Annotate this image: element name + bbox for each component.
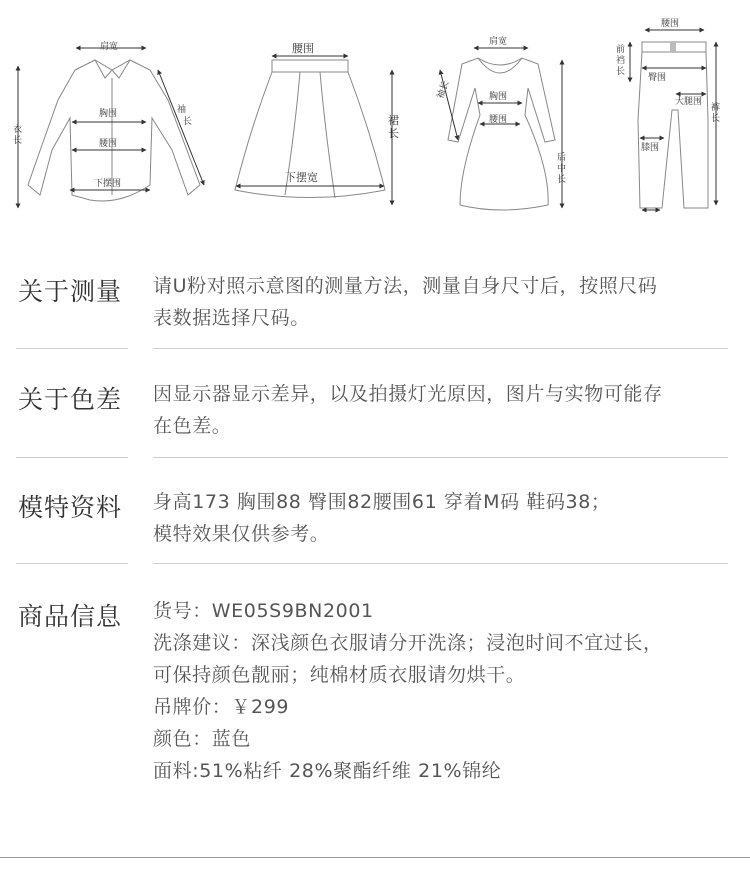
body-line: 表数据选择尺码。 — [153, 307, 310, 329]
pants-waist-label: 腰围 — [661, 19, 680, 29]
skirt-waist-label: 腰围 — [292, 42, 314, 55]
pants-thigh-label: 大腿围 — [675, 97, 703, 107]
shirt-waist-label: 腰围 — [99, 139, 118, 149]
pants-rise-label-a: 前 — [616, 45, 626, 55]
divider — [153, 457, 728, 458]
shirt-chest-label: 胸围 — [99, 109, 118, 119]
section-body — [153, 595, 738, 787]
shirt-length-label-top: 衣 — [13, 125, 23, 135]
divider — [153, 563, 728, 564]
tag-price: 吊牌价：￥299 — [153, 696, 290, 718]
wash-advice-line-1: 洗涤建议：深浅颜色衣服请分开洗涤；浸泡时间不宜过长， — [153, 632, 663, 654]
divider — [153, 348, 728, 349]
dress-sleeve-label: 袖长 — [435, 79, 452, 101]
measurement-diagrams — [0, 0, 750, 230]
skirt-length-label-a: 裙 — [388, 114, 399, 127]
body-line: 请U粉对照示意图的测量方法，测量自身尺寸后，按照尺码 — [153, 275, 658, 297]
pants-rise-label-b: 裆 — [616, 56, 626, 66]
section-body — [153, 270, 738, 334]
skirt-length-label-b: 长 — [388, 127, 399, 140]
shirt-sleeve-label-a: 袖 — [177, 105, 187, 115]
dress-shoulder-label: 肩宽 — [489, 37, 508, 47]
pants-diagram — [638, 42, 708, 208]
shirt-shoulder-label: 肩宽 — [100, 42, 119, 52]
shirt-length-label-bottom: 长 — [13, 136, 23, 146]
dress-chest-label: 胸围 — [489, 92, 508, 102]
pants-length-label-b: 长 — [711, 114, 721, 124]
pants-rise-label-c: 长 — [616, 67, 626, 77]
dress-diagram — [448, 58, 555, 210]
dress-back-label-a: 后 — [557, 153, 567, 163]
body-line: 模特效果仅供参考。 — [153, 523, 330, 545]
body-line: 在色差。 — [153, 415, 232, 437]
section-title: 关于测量 — [18, 277, 123, 306]
section-body — [153, 486, 738, 550]
section-body — [153, 378, 738, 442]
divider — [16, 563, 128, 564]
product-sku: 货号：WE05S9BN2001 — [153, 600, 374, 622]
pants-hip-label: 臀围 — [648, 73, 667, 83]
bottom-divider — [0, 857, 750, 858]
dress-back-label-c: 长 — [557, 175, 567, 185]
pants-length-label-a: 裤 — [711, 103, 721, 113]
dress-back-label-b: 中 — [557, 164, 567, 174]
section-title: 模特资料 — [18, 493, 123, 522]
wash-advice-line-2: 可保持颜色靓丽；纯棉材质衣服请勿烘干。 — [153, 664, 526, 686]
section-title: 关于色差 — [18, 385, 123, 414]
body-line: 身高173 胸围88 臀围82腰围61 穿着M码 鞋码38； — [153, 491, 611, 513]
fabric-composition: 面料:51%粘纤 28%聚酯纤维 21%锦纶 — [153, 760, 502, 782]
body-line: 因显示器显示差异，以及拍摄灯光原因，图片与实物可能存 — [153, 383, 663, 405]
section-title: 商品信息 — [18, 602, 123, 631]
skirt-hem-label: 下摆宽 — [285, 171, 318, 184]
divider — [16, 348, 128, 349]
divider — [16, 457, 128, 458]
shirt-sleeve-label-b: 长 — [183, 117, 193, 127]
dress-waist-label: 腰围 — [489, 115, 508, 125]
shirt-hem-label: 下摆围 — [94, 179, 122, 189]
product-color: 颜色：蓝色 — [153, 728, 252, 750]
pants-knee-label: 膝围 — [641, 143, 660, 153]
